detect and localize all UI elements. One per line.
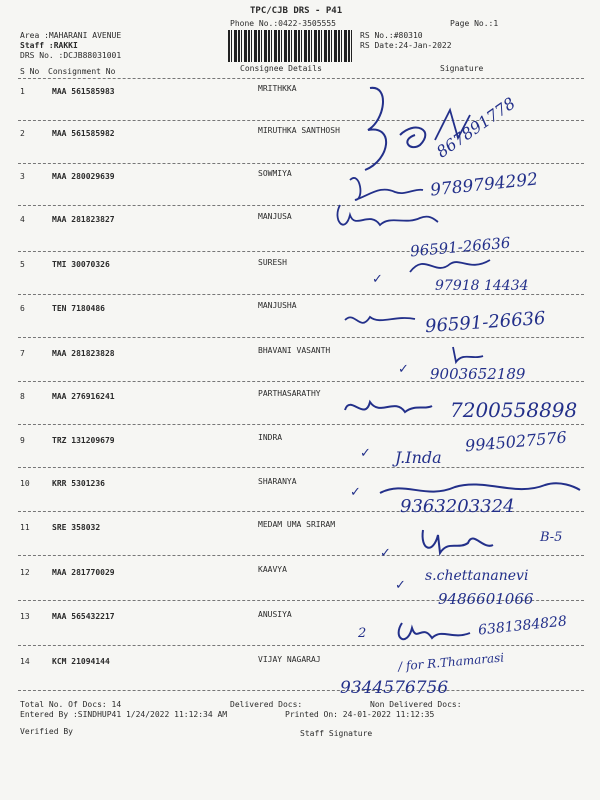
check-mark-icon: ✓ bbox=[380, 546, 391, 561]
row-sno: 6 bbox=[20, 304, 25, 313]
row-consignment: TEN 7180486 bbox=[52, 304, 105, 313]
column-consignment: Consignment No bbox=[48, 67, 116, 76]
row-sno: 12 bbox=[20, 568, 30, 577]
handwritten-phone: 96591-26636 bbox=[409, 233, 512, 261]
page-number: Page No.:1 bbox=[450, 19, 499, 28]
row-sno: 14 bbox=[20, 657, 30, 666]
barcode bbox=[228, 30, 353, 62]
row-sno: 11 bbox=[20, 523, 30, 532]
rs-number: RS No.:#80310 bbox=[360, 31, 423, 40]
row-divider bbox=[18, 555, 584, 556]
signature-scribble bbox=[340, 305, 420, 335]
row-sno: 2 bbox=[20, 129, 25, 138]
staff-signature: Staff Signature bbox=[300, 729, 373, 738]
row-consignee: INDRA bbox=[258, 433, 283, 442]
handwritten-name: J.Inda bbox=[395, 448, 442, 467]
handwritten-phone: 9003652189 bbox=[430, 365, 526, 383]
row-consignee: MANJUSHA bbox=[258, 301, 297, 310]
handwritten-phone: 9945027576 bbox=[464, 427, 568, 456]
column-consignee: Consignee Details bbox=[240, 64, 322, 73]
rs-date: RS Date:24-Jan-2022 bbox=[360, 41, 452, 50]
row-consignee: MEDAM UMA SRIRAM bbox=[258, 520, 336, 529]
staff-label: Staff :RAKKI bbox=[20, 41, 78, 50]
row-consignee: ANUSIYA bbox=[258, 610, 292, 619]
signature-scribble bbox=[392, 618, 472, 653]
row-consignee: KAAVYA bbox=[258, 565, 287, 574]
delivered-docs: Delivered Docs: bbox=[230, 700, 303, 709]
signature-scribble bbox=[418, 525, 498, 560]
row-divider bbox=[18, 690, 584, 691]
row-divider bbox=[18, 337, 584, 338]
row-sno: 7 bbox=[20, 349, 25, 358]
row-consignment: MAA 280029639 bbox=[52, 172, 115, 181]
row-consignee: SOWMIYA bbox=[258, 169, 292, 178]
handwritten-phone: 97918 14434 bbox=[435, 278, 529, 294]
header-divider bbox=[18, 78, 584, 79]
printed-on: Printed On: 24-01-2022 11:12:35 bbox=[285, 710, 435, 719]
row-consignment: MAA 281770029 bbox=[52, 568, 115, 577]
column-sno: S No bbox=[20, 67, 40, 76]
handwritten-mark: 2 bbox=[358, 626, 367, 641]
row-consignment: KCM 21094144 bbox=[52, 657, 110, 666]
row-consignment: MAA 561585983 bbox=[52, 87, 115, 96]
signature-scribble bbox=[330, 200, 440, 240]
check-mark-icon: ✓ bbox=[395, 578, 406, 593]
signature-scribble bbox=[340, 392, 435, 422]
row-sno: 3 bbox=[20, 172, 25, 181]
row-consignee: SHARANYA bbox=[258, 477, 297, 486]
row-divider bbox=[18, 467, 584, 468]
row-consignee: PARTHASARATHY bbox=[258, 389, 321, 398]
row-consignment: MAA 276916241 bbox=[52, 392, 115, 401]
row-divider bbox=[18, 645, 584, 646]
row-consignment: MAA 565432217 bbox=[52, 612, 115, 621]
handwritten-name: / for R.Thamarasi bbox=[397, 650, 505, 674]
row-consignee: MIRUTHKA SANTHOSH bbox=[258, 126, 340, 135]
check-mark-icon: ✓ bbox=[398, 362, 409, 377]
row-consignment: MAA 281823828 bbox=[52, 349, 115, 358]
row-sno: 4 bbox=[20, 215, 25, 224]
entered-by: Entered By :SINDHUP41 1/24/2022 11:12:34 AM bbox=[20, 710, 228, 719]
row-divider bbox=[18, 294, 584, 295]
row-sno: 8 bbox=[20, 392, 25, 401]
handwritten-phone: 7200558898 bbox=[450, 398, 578, 422]
row-sno: 9 bbox=[20, 436, 25, 445]
phone-number: Phone No.:0422-3505555 bbox=[230, 19, 336, 28]
row-sno: 5 bbox=[20, 260, 25, 269]
handwritten-phone: 9486601066 bbox=[438, 590, 534, 608]
row-divider bbox=[18, 205, 584, 206]
row-consignee: SURESH bbox=[258, 258, 287, 267]
total-docs: Total No. Of Docs: 14 bbox=[20, 700, 122, 709]
row-sno: 10 bbox=[20, 479, 30, 488]
row-consignee: MANJUSA bbox=[258, 212, 292, 221]
check-mark-icon: ✓ bbox=[360, 446, 371, 461]
handwritten-note: B-5 bbox=[540, 530, 563, 545]
handwritten-name: s.chettananevi bbox=[425, 568, 529, 584]
handwritten-phone: 9363203324 bbox=[400, 496, 515, 517]
row-consignee: VIJAY NAGARAJ bbox=[258, 655, 321, 664]
non-delivered-docs: Non Delivered Docs: bbox=[370, 700, 462, 709]
signature-scribble bbox=[448, 342, 488, 367]
drs-number: DRS No. :DCJB88031001 bbox=[20, 51, 122, 60]
check-mark-icon: ✓ bbox=[350, 485, 361, 500]
handwritten-phone: 6381384828 bbox=[477, 613, 568, 639]
row-consignee: BHAVANI VASANTH bbox=[258, 346, 331, 355]
row-consignment: MAA 561585982 bbox=[52, 129, 115, 138]
row-consignee: MRITHKKA bbox=[258, 84, 297, 93]
verified-by: Verified By bbox=[20, 727, 73, 736]
row-sno: 13 bbox=[20, 612, 30, 621]
check-mark-icon: ✓ bbox=[372, 272, 383, 287]
handwritten-phone: 9344576756 bbox=[340, 678, 449, 698]
row-consignment: TMI 30070326 bbox=[52, 260, 110, 269]
drs-title: TPC/CJB DRS - P41 bbox=[250, 6, 343, 16]
row-divider bbox=[18, 424, 584, 425]
row-sno: 1 bbox=[20, 87, 25, 96]
area-label: Area :MAHARANI AVENUE bbox=[20, 31, 122, 40]
column-signature: Signature bbox=[440, 64, 484, 73]
handwritten-phone: 96591-26636 bbox=[424, 307, 547, 338]
handwritten-phone: 867891778 bbox=[432, 93, 519, 162]
row-consignment: KRR 5301236 bbox=[52, 479, 105, 488]
row-consignment: MAA 281823827 bbox=[52, 215, 115, 224]
handwritten-phone: 9789794292 bbox=[429, 169, 539, 201]
row-consignment: SRE 358032 bbox=[52, 523, 101, 532]
row-consignment: TRZ 131209679 bbox=[52, 436, 115, 445]
